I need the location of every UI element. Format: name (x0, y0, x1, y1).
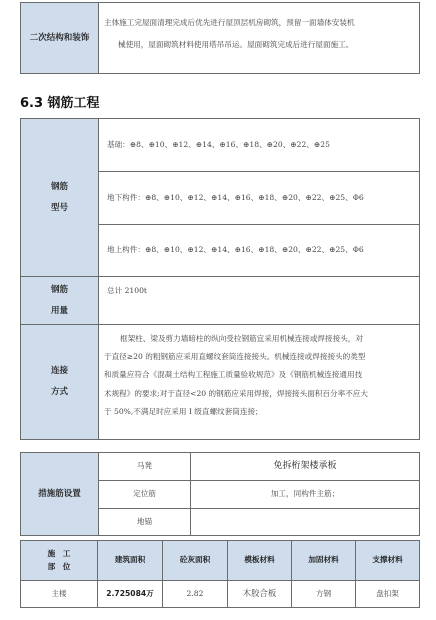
header-location: 施 工 部 位 (47, 549, 71, 571)
top-text-line-1: 主体施工完屋面清理完成后优先进行屋顶层机房砌筑，预留一面墙体安装机 (104, 18, 355, 27)
rebar-type-label: 钢筋 型号 (21, 119, 98, 276)
section-heading: 6.3 钢筋工程 (20, 96, 100, 111)
conn-line-1: 框架柱、梁及剪力墙暗柱的纵向受拉钢筋宜采用机械连接或焊接接头，对 (120, 334, 363, 343)
rebar-connection-label: 连接 方式 (21, 325, 98, 439)
conn-line-5: 于 50%,不满足时应采用 I 级直螺纹套筒连接； (104, 406, 263, 416)
measure-value-1: 加工，同构件主筋； (270, 489, 340, 499)
measure-value-0: 免拆桁架楼承板 (273, 460, 337, 471)
header-building-area: 建筑面积 (114, 555, 146, 565)
row-location: 主楼 (51, 588, 67, 598)
measure-value-2 (191, 509, 419, 535)
rebar-aboveground: 地上构件：⊕8、⊕10、⊕12、⊕14、⊕16、⊕18、⊕20、⊕22、⊕25、Φ6 (107, 245, 364, 255)
row-reinforcement: 方钢 (315, 588, 332, 598)
secondary-structure-label: 二次结构和装饰 (29, 32, 90, 43)
measure-name-2: 地锚 (136, 516, 153, 526)
header-concrete-area: 砼灰面积 (179, 555, 211, 565)
row-formwork: 木胶合板 (242, 588, 277, 599)
rebar-connection-text (104, 330, 418, 421)
row-support: 盘扣架 (376, 588, 399, 598)
rebar-underground: 地下构件：⊕8、⊕10、⊕12、⊕14、⊕16、⊕18、⊕20、⊕22、⊕25、Φ6 (107, 192, 364, 202)
rebar-usage-label: 钢筋 用量 (21, 277, 98, 324)
header-support: 支撑材料 (372, 555, 403, 565)
header-reinforcement: 加固材料 (308, 555, 339, 565)
conn-line-4: 术规程》的要求;对于直径<20 的钢筋应采用焊接，焊接接头面积百分率不应大 (104, 388, 368, 398)
top-table-text (104, 12, 416, 56)
top-table-label (21, 3, 98, 73)
conn-line-3: 和质量应符合《混凝土结构工程施工质量验收规范》及《钢筋机械连接通用技 (104, 370, 363, 380)
measure-name-1: 定位筋 (133, 489, 156, 499)
conn-line-2: 于直径≥20 的粗钢筋应采用直螺纹套筒连接接头。机械连接或焊接接头的类型 (104, 352, 366, 362)
top-text-line-2: 械使用，屋面砌筑材料使用塔吊吊运。屋面砌筑完成后进行屋面施工。 (118, 40, 354, 50)
measure-name-0: 马凳 (136, 461, 153, 471)
rebar-usage-value: 总计 2100t (107, 285, 147, 295)
rebar-foundation: 基础：⊕8、⊕10、⊕12、⊕14、⊕16、⊕18、⊕20、⊕22、⊕25 (107, 139, 330, 149)
header-formwork: 模板材料 (244, 555, 275, 565)
measures-label: 措施筋设置 (21, 453, 98, 535)
row-concrete-area: 2.82 (186, 588, 204, 598)
row-building-area: 2.725084万 (106, 588, 154, 598)
